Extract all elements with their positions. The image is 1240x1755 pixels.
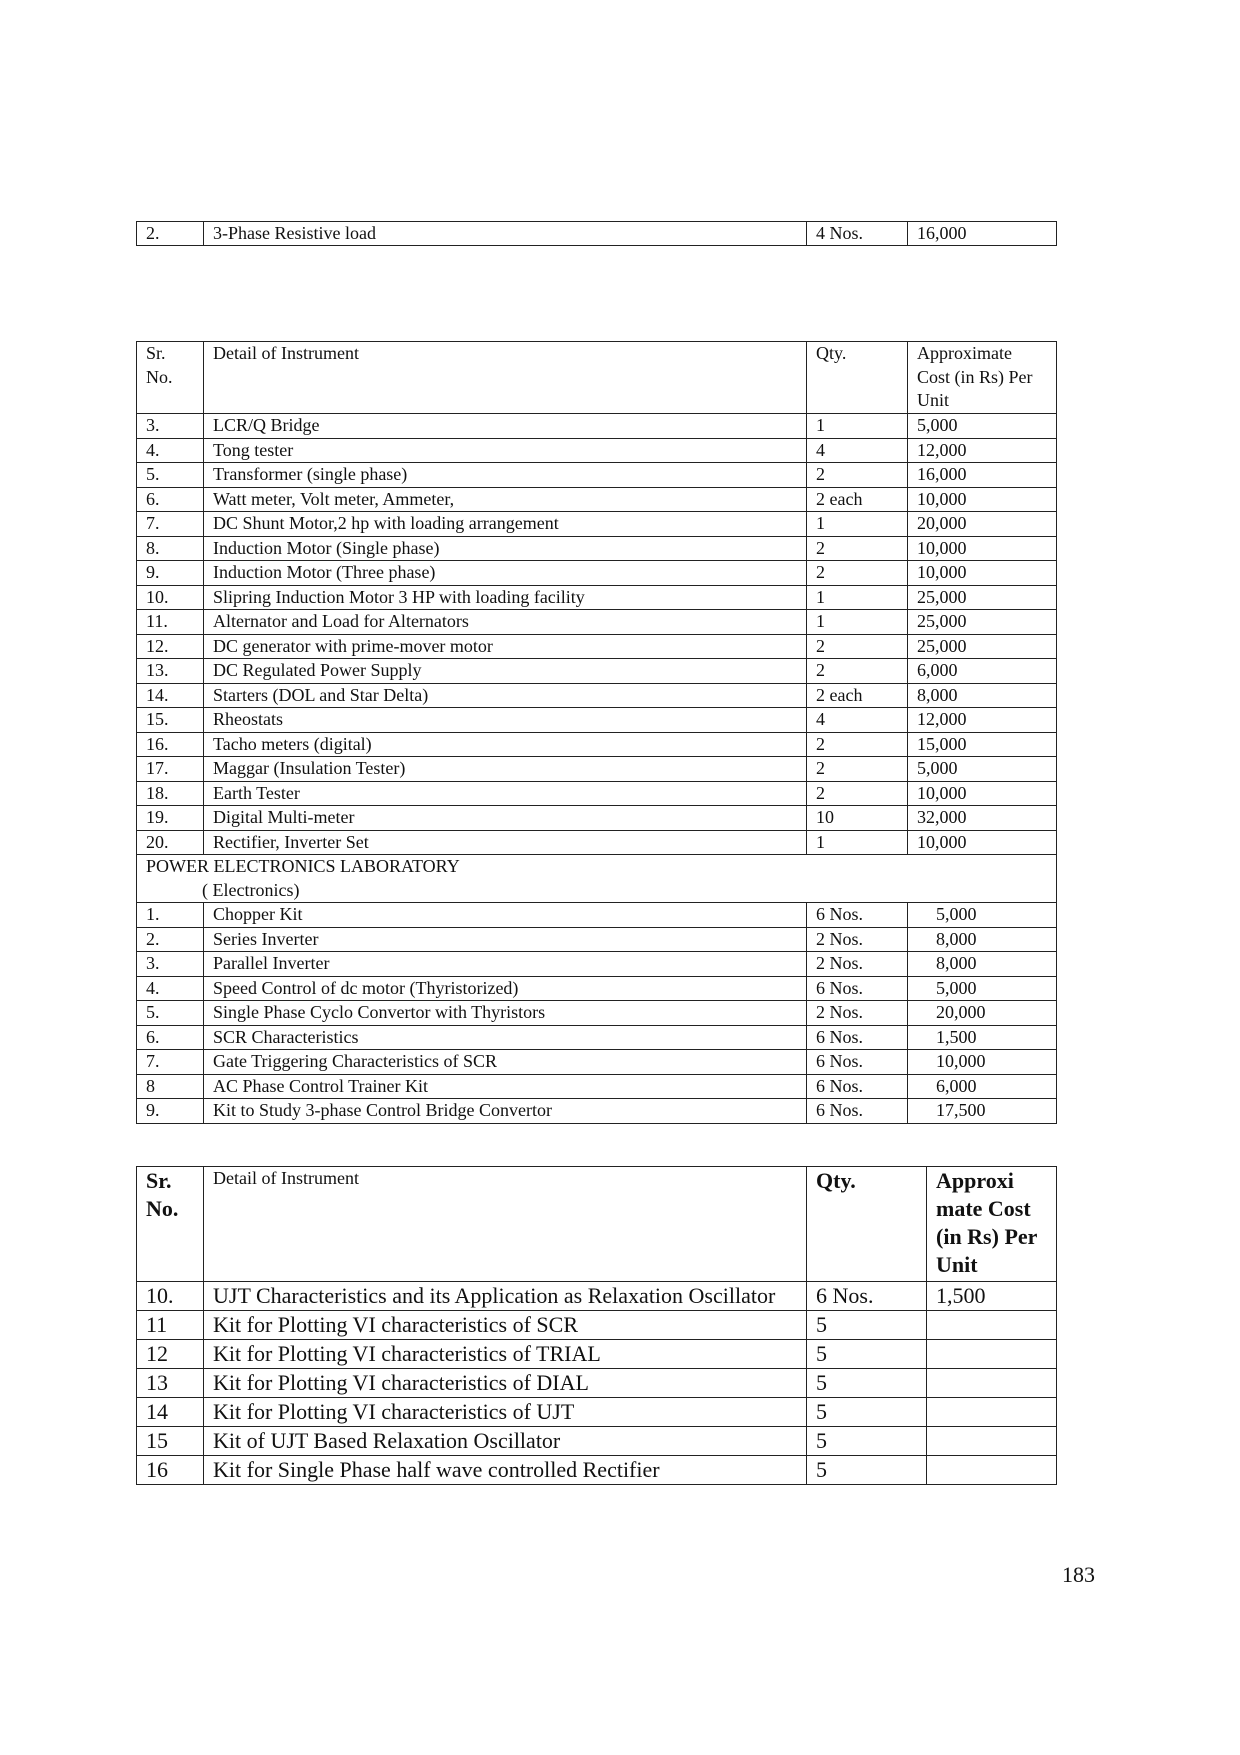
sr-cell: 18. <box>137 781 204 806</box>
table-row <box>137 487 1057 512</box>
cost-cell: 16,000 <box>908 222 1057 246</box>
sr-cell: 7. <box>137 1050 204 1075</box>
detail-cell: Alternator and Load for Alternators <box>204 610 807 635</box>
sr-cell: 19. <box>137 806 204 831</box>
table-row <box>137 1427 1057 1456</box>
table-row <box>137 1311 1057 1340</box>
section-subtitle: ( Electronics) <box>202 879 300 900</box>
detail-cell: Parallel Inverter <box>204 952 807 977</box>
sr-cell: 20. <box>137 830 204 855</box>
table-row <box>137 1340 1057 1369</box>
detail-cell: Kit of UJT Based Relaxation Oscillator <box>204 1427 807 1456</box>
sr-cell: 9. <box>137 1099 204 1124</box>
cost-cell: 8,000 <box>908 683 1057 708</box>
cost-cell: 25,000 <box>908 585 1057 610</box>
qty-cell: 4 <box>807 708 908 733</box>
sr-cell: 4. <box>137 438 204 463</box>
cost-cell: 20,000 <box>908 1001 1057 1026</box>
detail-cell: Induction Motor (Single phase) <box>204 536 807 561</box>
detail-cell: Maggar (Insulation Tester) <box>204 757 807 782</box>
cost-cell <box>927 1427 1057 1456</box>
cost-cell: 5,000 <box>908 414 1057 439</box>
qty-cell: 6 Nos. <box>807 1050 908 1075</box>
detail-cell: Kit for Plotting VI characteristics of SCR <box>204 1311 807 1340</box>
cost-cell <box>927 1311 1057 1340</box>
table-row <box>137 903 1057 928</box>
sr-cell: 17. <box>137 757 204 782</box>
sr-cell: 9. <box>137 561 204 586</box>
sr-cell: 12 <box>137 1340 204 1369</box>
qty-cell: 4 Nos. <box>807 222 908 246</box>
qty-cell: 1 <box>807 830 908 855</box>
qty-cell: 6 Nos. <box>807 903 908 928</box>
sr-cell: 6. <box>137 1025 204 1050</box>
cost-cell: 10,000 <box>908 1050 1057 1075</box>
qty-cell: 2 <box>807 659 908 684</box>
qty-cell: 6 Nos. <box>807 976 908 1001</box>
cost-cell: 10,000 <box>908 536 1057 561</box>
cost-cell: 12,000 <box>908 708 1057 733</box>
detail-cell: Speed Control of dc motor (Thyristorized) <box>204 976 807 1001</box>
cost-cell <box>927 1456 1057 1485</box>
detail-cell: Kit for Single Phase half wave controlled Rectifier <box>204 1456 807 1485</box>
table-row <box>137 830 1057 855</box>
table-row <box>137 1369 1057 1398</box>
sr-cell: 15 <box>137 1427 204 1456</box>
detail-cell: Kit for Plotting VI characteristics of TRIAL <box>204 1340 807 1369</box>
cost-cell: 15,000 <box>908 732 1057 757</box>
page-number: 183 <box>1062 1562 1095 1587</box>
cost-cell: 10,000 <box>908 487 1057 512</box>
table-row <box>137 1282 1057 1311</box>
qty-cell: 2 <box>807 781 908 806</box>
table-row <box>137 952 1057 977</box>
header-detail: Detail of Instrument <box>204 1167 807 1282</box>
qty-cell: 6 Nos. <box>807 1099 908 1124</box>
table-row <box>137 585 1057 610</box>
cost-cell: 1,500 <box>927 1282 1057 1311</box>
qty-cell: 2 <box>807 757 908 782</box>
qty-cell: 2 <box>807 732 908 757</box>
table-row <box>137 536 1057 561</box>
table-row <box>137 610 1057 635</box>
cost-cell: 8,000 <box>908 952 1057 977</box>
header-sr: Sr. No. <box>137 1167 204 1282</box>
sr-cell: 5. <box>137 463 204 488</box>
detail-cell: Watt meter, Volt meter, Ammeter, <box>204 487 807 512</box>
cost-cell: 20,000 <box>908 512 1057 537</box>
detail-cell: Rheostats <box>204 708 807 733</box>
table-row <box>137 634 1057 659</box>
sr-cell: 14 <box>137 1398 204 1427</box>
cost-cell: 6,000 <box>908 659 1057 684</box>
header-qty: Qty. <box>807 1167 927 1282</box>
table-row <box>137 659 1057 684</box>
cost-cell: 6,000 <box>908 1074 1057 1099</box>
sr-cell: 10. <box>137 585 204 610</box>
instrument-table-2-body <box>137 1282 1057 1485</box>
sr-cell: 3. <box>137 414 204 439</box>
table-row <box>137 512 1057 537</box>
header-cost: Approximate Cost (in Rs) Per Unit <box>908 342 1057 414</box>
detail-cell: Rectifier, Inverter Set <box>204 830 807 855</box>
table-row <box>137 1001 1057 1026</box>
table-row <box>137 976 1057 1001</box>
sr-cell: 16. <box>137 732 204 757</box>
sr-cell: 5. <box>137 1001 204 1026</box>
table-row <box>137 1099 1057 1124</box>
cost-cell: 10,000 <box>908 781 1057 806</box>
sr-cell: 2. <box>137 927 204 952</box>
table-row <box>137 1398 1057 1427</box>
qty-cell: 5 <box>807 1369 927 1398</box>
detail-cell: DC generator with prime-mover motor <box>204 634 807 659</box>
table-row <box>137 438 1057 463</box>
table-row <box>137 732 1057 757</box>
qty-cell: 6 Nos. <box>807 1025 908 1050</box>
detail-cell: UJT Characteristics and its Application as Relaxation Oscillator <box>204 1282 807 1311</box>
detail-cell: Chopper Kit <box>204 903 807 928</box>
detail-cell: SCR Characteristics <box>204 1025 807 1050</box>
sr-cell: 14. <box>137 683 204 708</box>
cost-cell <box>927 1398 1057 1427</box>
qty-cell: 10 <box>807 806 908 831</box>
sr-cell: 3. <box>137 952 204 977</box>
qty-cell: 5 <box>807 1456 927 1485</box>
power-electronics-body <box>137 903 1057 1124</box>
cost-cell: 25,000 <box>908 610 1057 635</box>
sr-cell: 13. <box>137 659 204 684</box>
cost-cell: 1,500 <box>908 1025 1057 1050</box>
top-table-body <box>137 222 1057 246</box>
cost-cell <box>927 1340 1057 1369</box>
table-header-row <box>137 342 1057 414</box>
cost-cell: 10,000 <box>908 561 1057 586</box>
sr-cell: 13 <box>137 1369 204 1398</box>
qty-cell: 2 Nos. <box>807 1001 908 1026</box>
table-row <box>137 683 1057 708</box>
cost-cell <box>927 1369 1057 1398</box>
sr-cell: 6. <box>137 487 204 512</box>
sr-cell: 7. <box>137 512 204 537</box>
qty-cell: 2 each <box>807 487 908 512</box>
detail-cell: Transformer (single phase) <box>204 463 807 488</box>
qty-cell: 1 <box>807 585 908 610</box>
detail-cell: LCR/Q Bridge <box>204 414 807 439</box>
instrument-table-body <box>137 414 1057 855</box>
sr-cell: 12. <box>137 634 204 659</box>
qty-cell: 6 Nos. <box>807 1282 927 1311</box>
table-row <box>137 806 1057 831</box>
qty-cell: 5 <box>807 1340 927 1369</box>
qty-cell: 2 each <box>807 683 908 708</box>
table-row <box>137 781 1057 806</box>
qty-cell: 2 <box>807 561 908 586</box>
sr-cell: 2. <box>137 222 204 246</box>
sr-cell: 8 <box>137 1074 204 1099</box>
table-row <box>137 757 1057 782</box>
detail-cell: Single Phase Cyclo Convertor with Thyristors <box>204 1001 807 1026</box>
table-row <box>137 1456 1057 1485</box>
sr-cell: 1. <box>137 903 204 928</box>
section-title-cell <box>137 855 1057 903</box>
table-header-row <box>137 1167 1057 1282</box>
qty-cell: 2 Nos. <box>807 952 908 977</box>
detail-cell: 3-Phase Resistive load <box>204 222 807 246</box>
cost-cell: 16,000 <box>908 463 1057 488</box>
sr-cell: 15. <box>137 708 204 733</box>
detail-cell: Digital Multi-meter <box>204 806 807 831</box>
cost-cell: 5,000 <box>908 757 1057 782</box>
sr-cell: 10. <box>137 1282 204 1311</box>
sr-cell: 4. <box>137 976 204 1001</box>
detail-cell: Slipring Induction Motor 3 HP with loading facility <box>204 585 807 610</box>
qty-cell: 1 <box>807 610 908 635</box>
sr-cell: 8. <box>137 536 204 561</box>
qty-cell: 2 <box>807 634 908 659</box>
detail-cell: Tacho meters (digital) <box>204 732 807 757</box>
detail-cell: Tong tester <box>204 438 807 463</box>
qty-cell: 2 Nos. <box>807 927 908 952</box>
qty-cell: 2 <box>807 536 908 561</box>
detail-cell: DC Shunt Motor,2 hp with loading arrangement <box>204 512 807 537</box>
table-row <box>137 927 1057 952</box>
detail-cell: Earth Tester <box>204 781 807 806</box>
detail-cell: Induction Motor (Three phase) <box>204 561 807 586</box>
table-row <box>137 1025 1057 1050</box>
cost-cell: 8,000 <box>908 927 1057 952</box>
qty-cell: 5 <box>807 1311 927 1340</box>
top-table <box>136 221 1057 246</box>
cost-cell: 17,500 <box>908 1099 1057 1124</box>
qty-cell: 5 <box>807 1398 927 1427</box>
header-qty: Qty. <box>807 342 908 414</box>
cost-cell: 10,000 <box>908 830 1057 855</box>
sr-cell: 16 <box>137 1456 204 1485</box>
detail-cell: Kit for Plotting VI characteristics of DIAL <box>204 1369 807 1398</box>
sr-cell: 11 <box>137 1311 204 1340</box>
qty-cell: 4 <box>807 438 908 463</box>
qty-cell: 6 Nos. <box>807 1074 908 1099</box>
section-header <box>137 855 1057 903</box>
header-sr: Sr. No. <box>137 342 204 414</box>
instrument-table-2 <box>136 1166 1057 1485</box>
detail-cell: Kit for Plotting VI characteristics of UJT <box>204 1398 807 1427</box>
cost-cell: 25,000 <box>908 634 1057 659</box>
header-detail: Detail of Instrument <box>204 342 807 414</box>
detail-cell: Kit to Study 3-phase Control Bridge Convertor <box>204 1099 807 1124</box>
qty-cell: 5 <box>807 1427 927 1456</box>
detail-cell: Series Inverter <box>204 927 807 952</box>
cost-cell: 32,000 <box>908 806 1057 831</box>
table-row <box>137 708 1057 733</box>
cost-cell: 5,000 <box>908 976 1057 1001</box>
cost-cell: 12,000 <box>908 438 1057 463</box>
instrument-table <box>136 341 1057 1124</box>
sr-cell: 11. <box>137 610 204 635</box>
section-title: POWER ELECTRONICS LABORATORY <box>146 856 460 876</box>
table-row <box>137 1050 1057 1075</box>
detail-cell: DC Regulated Power Supply <box>204 659 807 684</box>
table-row <box>137 222 1057 246</box>
detail-cell: Starters (DOL and Star Delta) <box>204 683 807 708</box>
detail-cell: AC Phase Control Trainer Kit <box>204 1074 807 1099</box>
table-row <box>137 414 1057 439</box>
section-row <box>137 855 1057 903</box>
qty-cell: 1 <box>807 414 908 439</box>
table-row <box>137 1074 1057 1099</box>
qty-cell: 2 <box>807 463 908 488</box>
cost-cell: 5,000 <box>908 903 1057 928</box>
header-cost: Approxi mate Cost (in Rs) Per Unit <box>927 1167 1057 1282</box>
detail-cell: Gate Triggering Characteristics of SCR <box>204 1050 807 1075</box>
table-row <box>137 463 1057 488</box>
qty-cell: 1 <box>807 512 908 537</box>
table-row <box>137 561 1057 586</box>
